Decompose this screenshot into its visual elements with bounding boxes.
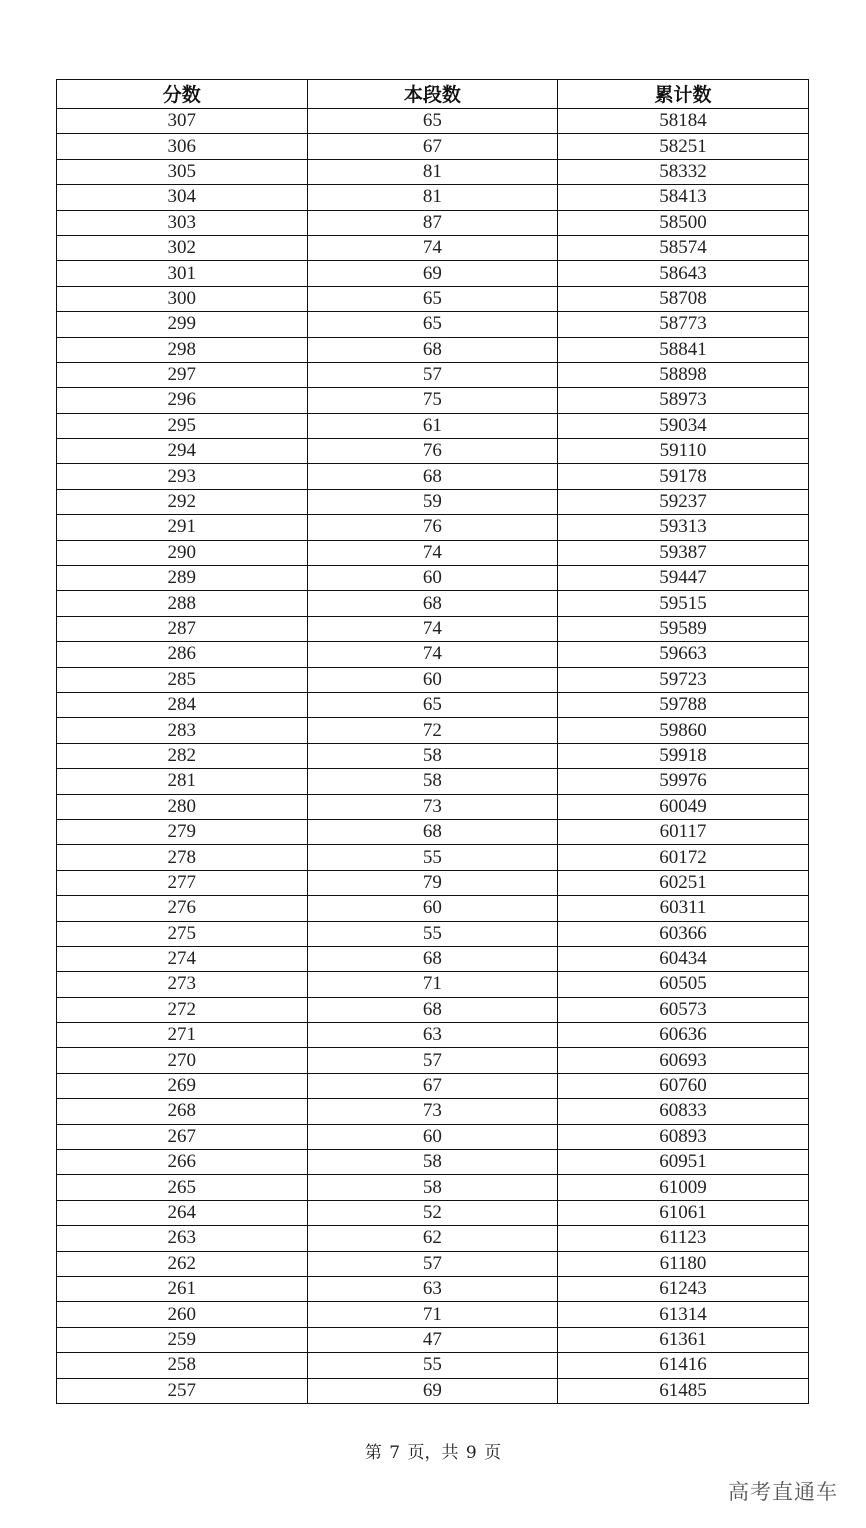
cell-score: 264 xyxy=(57,1200,308,1225)
cell-segment-count: 59 xyxy=(307,489,558,514)
table-header-row xyxy=(57,80,809,109)
cell-cumulative-count: 60311 xyxy=(558,896,809,921)
cell-cumulative-count: 61243 xyxy=(558,1276,809,1301)
cell-score: 282 xyxy=(57,743,308,768)
cell-segment-count: 68 xyxy=(307,464,558,489)
cell-cumulative-count: 58973 xyxy=(558,388,809,413)
cell-cumulative-count: 60760 xyxy=(558,1073,809,1098)
table-row xyxy=(57,235,809,260)
table-row xyxy=(57,540,809,565)
table-row xyxy=(57,1353,809,1378)
cell-score: 275 xyxy=(57,921,308,946)
cell-segment-count: 65 xyxy=(307,312,558,337)
cell-segment-count: 63 xyxy=(307,1023,558,1048)
cell-cumulative-count: 59237 xyxy=(558,489,809,514)
cell-cumulative-count: 61361 xyxy=(558,1327,809,1352)
cell-cumulative-count: 60251 xyxy=(558,870,809,895)
cell-cumulative-count: 59788 xyxy=(558,692,809,717)
cell-segment-count: 55 xyxy=(307,845,558,870)
cell-segment-count: 63 xyxy=(307,1276,558,1301)
cell-cumulative-count: 60573 xyxy=(558,997,809,1022)
cell-segment-count: 68 xyxy=(307,819,558,844)
cell-score: 288 xyxy=(57,591,308,616)
cell-cumulative-count: 60505 xyxy=(558,972,809,997)
cell-score: 262 xyxy=(57,1251,308,1276)
cell-segment-count: 47 xyxy=(307,1327,558,1352)
cell-score: 258 xyxy=(57,1353,308,1378)
cell-cumulative-count: 58413 xyxy=(558,185,809,210)
cell-segment-count: 57 xyxy=(307,1251,558,1276)
table-row xyxy=(57,845,809,870)
cell-cumulative-count: 59515 xyxy=(558,591,809,616)
cell-cumulative-count: 60693 xyxy=(558,1048,809,1073)
table-row xyxy=(57,921,809,946)
table-row xyxy=(57,159,809,184)
cell-segment-count: 67 xyxy=(307,134,558,159)
cell-score: 283 xyxy=(57,718,308,743)
cell-segment-count: 57 xyxy=(307,1048,558,1073)
table-row xyxy=(57,1150,809,1175)
table-row xyxy=(57,642,809,667)
cell-score: 290 xyxy=(57,540,308,565)
cell-score: 265 xyxy=(57,1175,308,1200)
table-row xyxy=(57,1099,809,1124)
cell-cumulative-count: 61009 xyxy=(558,1175,809,1200)
cell-score: 280 xyxy=(57,794,308,819)
cell-cumulative-count: 58251 xyxy=(558,134,809,159)
cell-segment-count: 74 xyxy=(307,642,558,667)
cell-score: 274 xyxy=(57,946,308,971)
header-segment-count: 本段数 xyxy=(307,80,558,109)
cell-score: 297 xyxy=(57,362,308,387)
cell-score: 305 xyxy=(57,159,308,184)
cell-segment-count: 60 xyxy=(307,896,558,921)
table-row xyxy=(57,667,809,692)
cell-cumulative-count: 59918 xyxy=(558,743,809,768)
page-number-footer: 第 7 页，共 9 页 xyxy=(364,1443,502,1463)
cell-cumulative-count: 61180 xyxy=(558,1251,809,1276)
cell-score: 269 xyxy=(57,1073,308,1098)
cell-segment-count: 69 xyxy=(307,261,558,286)
cell-cumulative-count: 61485 xyxy=(558,1378,809,1403)
cell-segment-count: 65 xyxy=(307,286,558,311)
cell-segment-count: 87 xyxy=(307,210,558,235)
cell-score: 278 xyxy=(57,845,308,870)
cell-segment-count: 60 xyxy=(307,667,558,692)
cell-segment-count: 81 xyxy=(307,185,558,210)
table-row xyxy=(57,1023,809,1048)
table-row xyxy=(57,591,809,616)
cell-segment-count: 60 xyxy=(307,1124,558,1149)
cell-cumulative-count: 61314 xyxy=(558,1302,809,1327)
cell-score: 259 xyxy=(57,1327,308,1352)
cell-cumulative-count: 59110 xyxy=(558,439,809,464)
table-row xyxy=(57,997,809,1022)
cell-score: 266 xyxy=(57,1150,308,1175)
cell-segment-count: 74 xyxy=(307,616,558,641)
cell-cumulative-count: 58184 xyxy=(558,109,809,134)
cell-cumulative-count: 60833 xyxy=(558,1099,809,1124)
cell-cumulative-count: 60893 xyxy=(558,1124,809,1149)
cell-segment-count: 55 xyxy=(307,921,558,946)
cell-segment-count: 71 xyxy=(307,1302,558,1327)
cell-cumulative-count: 59034 xyxy=(558,413,809,438)
cell-segment-count: 75 xyxy=(307,388,558,413)
table-row xyxy=(57,1302,809,1327)
table-row xyxy=(57,794,809,819)
cell-score: 298 xyxy=(57,337,308,362)
table-row xyxy=(57,566,809,591)
cell-segment-count: 55 xyxy=(307,1353,558,1378)
cell-segment-count: 76 xyxy=(307,515,558,540)
cell-score: 273 xyxy=(57,972,308,997)
table-row xyxy=(57,337,809,362)
cell-score: 303 xyxy=(57,210,308,235)
table-row xyxy=(57,1327,809,1352)
table-row xyxy=(57,413,809,438)
table-row xyxy=(57,286,809,311)
table-row xyxy=(57,870,809,895)
cell-cumulative-count: 60049 xyxy=(558,794,809,819)
table-row xyxy=(57,515,809,540)
cell-cumulative-count: 59313 xyxy=(558,515,809,540)
cell-cumulative-count: 58773 xyxy=(558,312,809,337)
table-row xyxy=(57,1226,809,1251)
cell-segment-count: 58 xyxy=(307,1150,558,1175)
cell-segment-count: 71 xyxy=(307,972,558,997)
cell-score: 291 xyxy=(57,515,308,540)
table-row xyxy=(57,1124,809,1149)
cell-segment-count: 68 xyxy=(307,997,558,1022)
cell-cumulative-count: 60172 xyxy=(558,845,809,870)
cell-segment-count: 60 xyxy=(307,566,558,591)
cell-cumulative-count: 59387 xyxy=(558,540,809,565)
table-row xyxy=(57,489,809,514)
cell-segment-count: 67 xyxy=(307,1073,558,1098)
cell-cumulative-count: 59723 xyxy=(558,667,809,692)
table-row xyxy=(57,185,809,210)
cell-segment-count: 69 xyxy=(307,1378,558,1403)
cell-segment-count: 61 xyxy=(307,413,558,438)
table-row xyxy=(57,1200,809,1225)
cell-score: 260 xyxy=(57,1302,308,1327)
cell-cumulative-count: 58898 xyxy=(558,362,809,387)
table-row xyxy=(57,616,809,641)
table-row xyxy=(57,1251,809,1276)
cell-score: 285 xyxy=(57,667,308,692)
cell-segment-count: 58 xyxy=(307,743,558,768)
table-row xyxy=(57,109,809,134)
cell-score: 270 xyxy=(57,1048,308,1073)
header-score: 分数 xyxy=(57,80,308,109)
cell-segment-count: 58 xyxy=(307,769,558,794)
cell-score: 287 xyxy=(57,616,308,641)
table-row xyxy=(57,464,809,489)
cell-score: 295 xyxy=(57,413,308,438)
cell-score: 261 xyxy=(57,1276,308,1301)
cell-cumulative-count: 60366 xyxy=(558,921,809,946)
cell-score: 289 xyxy=(57,566,308,591)
cell-score: 294 xyxy=(57,439,308,464)
cell-score: 277 xyxy=(57,870,308,895)
cell-cumulative-count: 58574 xyxy=(558,235,809,260)
cell-segment-count: 68 xyxy=(307,591,558,616)
cell-score: 296 xyxy=(57,388,308,413)
table-row xyxy=(57,718,809,743)
cell-cumulative-count: 59589 xyxy=(558,616,809,641)
score-distribution-table xyxy=(56,79,809,1404)
cell-cumulative-count: 60636 xyxy=(558,1023,809,1048)
table-row xyxy=(57,261,809,286)
cell-score: 299 xyxy=(57,312,308,337)
cell-segment-count: 74 xyxy=(307,540,558,565)
table-row xyxy=(57,769,809,794)
cell-cumulative-count: 61123 xyxy=(558,1226,809,1251)
table-row xyxy=(57,1048,809,1073)
table-row xyxy=(57,692,809,717)
table-row xyxy=(57,972,809,997)
cell-cumulative-count: 60117 xyxy=(558,819,809,844)
table-row xyxy=(57,439,809,464)
table-row xyxy=(57,210,809,235)
cell-segment-count: 79 xyxy=(307,870,558,895)
cell-segment-count: 74 xyxy=(307,235,558,260)
cell-score: 301 xyxy=(57,261,308,286)
cell-score: 281 xyxy=(57,769,308,794)
cell-score: 300 xyxy=(57,286,308,311)
cell-score: 257 xyxy=(57,1378,308,1403)
cell-cumulative-count: 58500 xyxy=(558,210,809,235)
table-row xyxy=(57,946,809,971)
cell-cumulative-count: 61061 xyxy=(558,1200,809,1225)
table-row xyxy=(57,896,809,921)
cell-segment-count: 57 xyxy=(307,362,558,387)
cell-score: 292 xyxy=(57,489,308,514)
table-row xyxy=(57,312,809,337)
cell-cumulative-count: 59178 xyxy=(558,464,809,489)
cell-cumulative-count: 58643 xyxy=(558,261,809,286)
cell-score: 267 xyxy=(57,1124,308,1149)
cell-score: 268 xyxy=(57,1099,308,1124)
table-row xyxy=(57,743,809,768)
table-body xyxy=(57,109,809,1404)
table-row xyxy=(57,388,809,413)
cell-score: 263 xyxy=(57,1226,308,1251)
cell-segment-count: 58 xyxy=(307,1175,558,1200)
cell-segment-count: 52 xyxy=(307,1200,558,1225)
cell-score: 306 xyxy=(57,134,308,159)
cell-segment-count: 65 xyxy=(307,692,558,717)
cell-segment-count: 68 xyxy=(307,946,558,971)
cell-score: 302 xyxy=(57,235,308,260)
cell-score: 272 xyxy=(57,997,308,1022)
cell-segment-count: 68 xyxy=(307,337,558,362)
cell-score: 276 xyxy=(57,896,308,921)
table-row xyxy=(57,1378,809,1403)
cell-cumulative-count: 59860 xyxy=(558,718,809,743)
table-row xyxy=(57,134,809,159)
cell-cumulative-count: 58332 xyxy=(558,159,809,184)
cell-segment-count: 72 xyxy=(307,718,558,743)
cell-cumulative-count: 60434 xyxy=(558,946,809,971)
cell-score: 279 xyxy=(57,819,308,844)
table-row xyxy=(57,362,809,387)
cell-score: 293 xyxy=(57,464,308,489)
cell-score: 271 xyxy=(57,1023,308,1048)
cell-score: 307 xyxy=(57,109,308,134)
header-cumulative-count: 累计数 xyxy=(558,80,809,109)
table-row xyxy=(57,1073,809,1098)
cell-cumulative-count: 59663 xyxy=(558,642,809,667)
cell-cumulative-count: 59976 xyxy=(558,769,809,794)
table-row xyxy=(57,1175,809,1200)
cell-segment-count: 76 xyxy=(307,439,558,464)
table-row xyxy=(57,1276,809,1301)
cell-segment-count: 73 xyxy=(307,794,558,819)
cell-score: 286 xyxy=(57,642,308,667)
cell-segment-count: 81 xyxy=(307,159,558,184)
cell-cumulative-count: 58841 xyxy=(558,337,809,362)
cell-cumulative-count: 61416 xyxy=(558,1353,809,1378)
cell-cumulative-count: 60951 xyxy=(558,1150,809,1175)
cell-score: 304 xyxy=(57,185,308,210)
watermark-logo-text: 高考直通车 xyxy=(728,1480,838,1504)
cell-score: 284 xyxy=(57,692,308,717)
cell-segment-count: 73 xyxy=(307,1099,558,1124)
table-row xyxy=(57,819,809,844)
cell-cumulative-count: 58708 xyxy=(558,286,809,311)
cell-cumulative-count: 59447 xyxy=(558,566,809,591)
cell-segment-count: 62 xyxy=(307,1226,558,1251)
cell-segment-count: 65 xyxy=(307,109,558,134)
